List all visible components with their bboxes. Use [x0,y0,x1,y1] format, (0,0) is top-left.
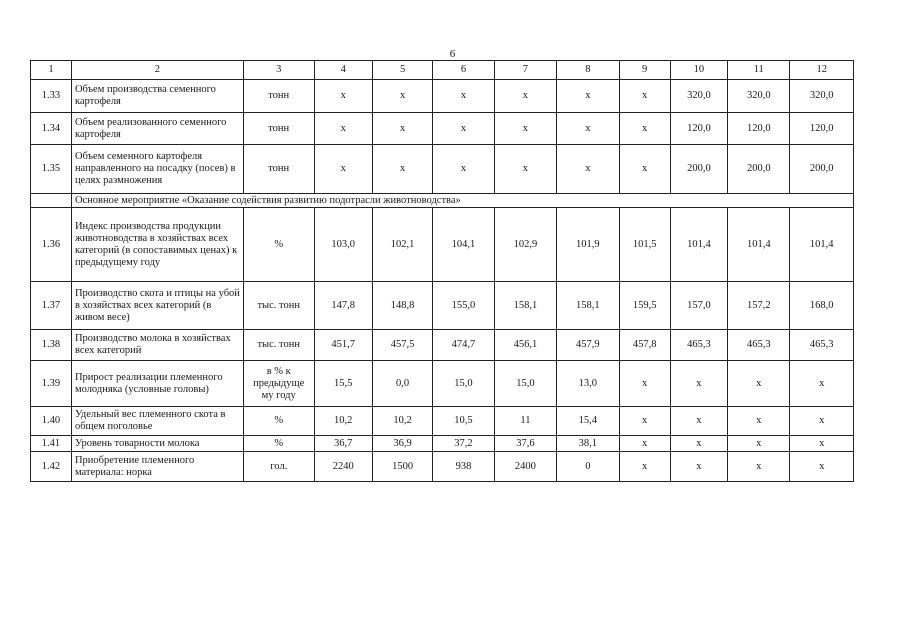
value-cell: х [790,407,854,436]
column-header: 9 [619,61,670,80]
table-row [31,436,854,452]
unit-cell: тонн [243,80,314,113]
indicator-name: Уровень товарности молока [71,436,243,452]
value-cell: 15,4 [557,407,619,436]
value-cell: 101,4 [728,208,790,282]
value-cell: 465,3 [790,330,854,361]
row-number: 1.40 [31,407,72,436]
value-cell: х [670,407,727,436]
value-cell: 159,5 [619,282,670,330]
column-header: 8 [557,61,619,80]
column-header: 12 [790,61,854,80]
value-cell: х [433,80,494,113]
value-cell: 10,2 [372,407,432,436]
value-cell: 1500 [372,452,432,482]
column-header: 1 [31,61,72,80]
value-cell: 456,1 [494,330,556,361]
page-number: 6 [449,48,456,60]
column-header: 11 [728,61,790,80]
indicator-name: Объем производства семенного картофеля [71,80,243,113]
value-cell: х [790,452,854,482]
value-cell: 101,9 [557,208,619,282]
value-cell: х [670,361,727,407]
value-cell: х [494,113,556,145]
header-row [31,61,854,80]
row-number: 1.38 [31,330,72,361]
value-cell: 120,0 [670,113,727,145]
column-header: 7 [494,61,556,80]
unit-cell: гол. [243,452,314,482]
value-cell: 101,4 [790,208,854,282]
table-row [31,361,854,407]
indicators-table [30,60,854,482]
value-cell: 168,0 [790,282,854,330]
indicator-name: Производство скота и птицы на убой в хозяйствах всех категорий (в живом весе) [71,282,243,330]
value-cell: 158,1 [494,282,556,330]
value-cell: 36,7 [314,436,372,452]
value-cell: 200,0 [790,145,854,194]
indicator-name: Объем семенного картофеля направленного на посадку (посев) в целях размножения [71,145,243,194]
value-cell: х [619,145,670,194]
value-cell: 36,9 [372,436,432,452]
table-row [31,330,854,361]
value-cell: х [372,145,432,194]
value-cell: х [314,113,372,145]
value-cell: х [314,80,372,113]
value-cell: 15,5 [314,361,372,407]
indicator-name: Прирост реализации племенного молодняка (условные головы) [71,361,243,407]
value-cell: х [433,113,494,145]
value-cell: 15,0 [433,361,494,407]
unit-cell: тыс. тонн [243,330,314,361]
row-number: 1.33 [31,80,72,113]
value-cell: 465,3 [670,330,727,361]
value-cell: х [619,80,670,113]
table-row [31,145,854,194]
value-cell: 0,0 [372,361,432,407]
value-cell: х [314,145,372,194]
value-cell: 101,4 [670,208,727,282]
value-cell: 320,0 [670,80,727,113]
value-cell: 101,5 [619,208,670,282]
value-cell: 13,0 [557,361,619,407]
value-cell: 15,0 [494,361,556,407]
value-cell: 37,6 [494,436,556,452]
value-cell: 103,0 [314,208,372,282]
value-cell: х [619,407,670,436]
value-cell: 0 [557,452,619,482]
row-number: 1.42 [31,452,72,482]
value-cell: 158,1 [557,282,619,330]
value-cell: 11 [494,407,556,436]
value-cell: 465,3 [728,330,790,361]
value-cell: 37,2 [433,436,494,452]
unit-cell: % [243,407,314,436]
value-cell: 10,2 [314,407,372,436]
value-cell: 148,8 [372,282,432,330]
value-cell: 157,2 [728,282,790,330]
value-cell: 457,9 [557,330,619,361]
unit-cell: % [243,208,314,282]
row-number: 1.41 [31,436,72,452]
row-number: 1.37 [31,282,72,330]
value-cell: 938 [433,452,494,482]
value-cell: х [728,407,790,436]
row-number: 1.34 [31,113,72,145]
row-number: 1.39 [31,361,72,407]
table-row [31,282,854,330]
section-empty-cell [31,194,72,208]
value-cell: х [619,436,670,452]
value-cell: х [670,452,727,482]
unit-cell: % [243,436,314,452]
value-cell: х [670,436,727,452]
indicator-name: Производство молока в хозяйствах всех категорий [71,330,243,361]
value-cell: 38,1 [557,436,619,452]
table-row [31,452,854,482]
value-cell: х [494,80,556,113]
value-cell: 200,0 [670,145,727,194]
value-cell: х [619,113,670,145]
row-number: 1.35 [31,145,72,194]
value-cell: х [372,80,432,113]
column-header: 5 [372,61,432,80]
value-cell: 2240 [314,452,372,482]
value-cell: 147,8 [314,282,372,330]
value-cell: 120,0 [790,113,854,145]
value-cell: х [790,436,854,452]
indicator-name: Удельный вес племенного скота в общем поголовье [71,407,243,436]
value-cell: х [372,113,432,145]
value-cell: 157,0 [670,282,727,330]
value-cell: 2400 [494,452,556,482]
value-cell: 457,5 [372,330,432,361]
indicator-name: Объем реализованного семенного картофеля [71,113,243,145]
value-cell: х [557,80,619,113]
column-header: 10 [670,61,727,80]
table-row [31,208,854,282]
value-cell: х [433,145,494,194]
value-cell: х [728,436,790,452]
table-row [31,113,854,145]
value-cell: х [557,113,619,145]
value-cell: х [619,452,670,482]
value-cell: х [557,145,619,194]
column-header: 6 [433,61,494,80]
value-cell: 102,1 [372,208,432,282]
value-cell: 451,7 [314,330,372,361]
indicator-name: Индекс производства продукции животноводства в хозяйствах всех категорий (в сопоставимых ценах) к предыдущему году [71,208,243,282]
value-cell: х [790,361,854,407]
value-cell: 457,8 [619,330,670,361]
value-cell: 320,0 [790,80,854,113]
section-title: Основное мероприятие «Оказание содействия развитию подотрасли животноводства» [71,194,853,208]
table-row [31,407,854,436]
unit-cell: тонн [243,113,314,145]
unit-cell: тонн [243,145,314,194]
value-cell: х [619,361,670,407]
table-row [31,80,854,113]
unit-cell: тыс. тонн [243,282,314,330]
section-row [31,194,854,208]
value-cell: х [494,145,556,194]
value-cell: 474,7 [433,330,494,361]
column-header: 2 [71,61,243,80]
row-number: 1.36 [31,208,72,282]
value-cell: х [728,452,790,482]
column-header: 3 [243,61,314,80]
unit-cell: в % к предыдуще му году [243,361,314,407]
indicator-name: Приобретение племенного материала: норка [71,452,243,482]
value-cell: 104,1 [433,208,494,282]
value-cell: 320,0 [728,80,790,113]
column-header: 4 [314,61,372,80]
value-cell: х [728,361,790,407]
value-cell: 10,5 [433,407,494,436]
value-cell: 155,0 [433,282,494,330]
value-cell: 200,0 [728,145,790,194]
value-cell: 102,9 [494,208,556,282]
value-cell: 120,0 [728,113,790,145]
